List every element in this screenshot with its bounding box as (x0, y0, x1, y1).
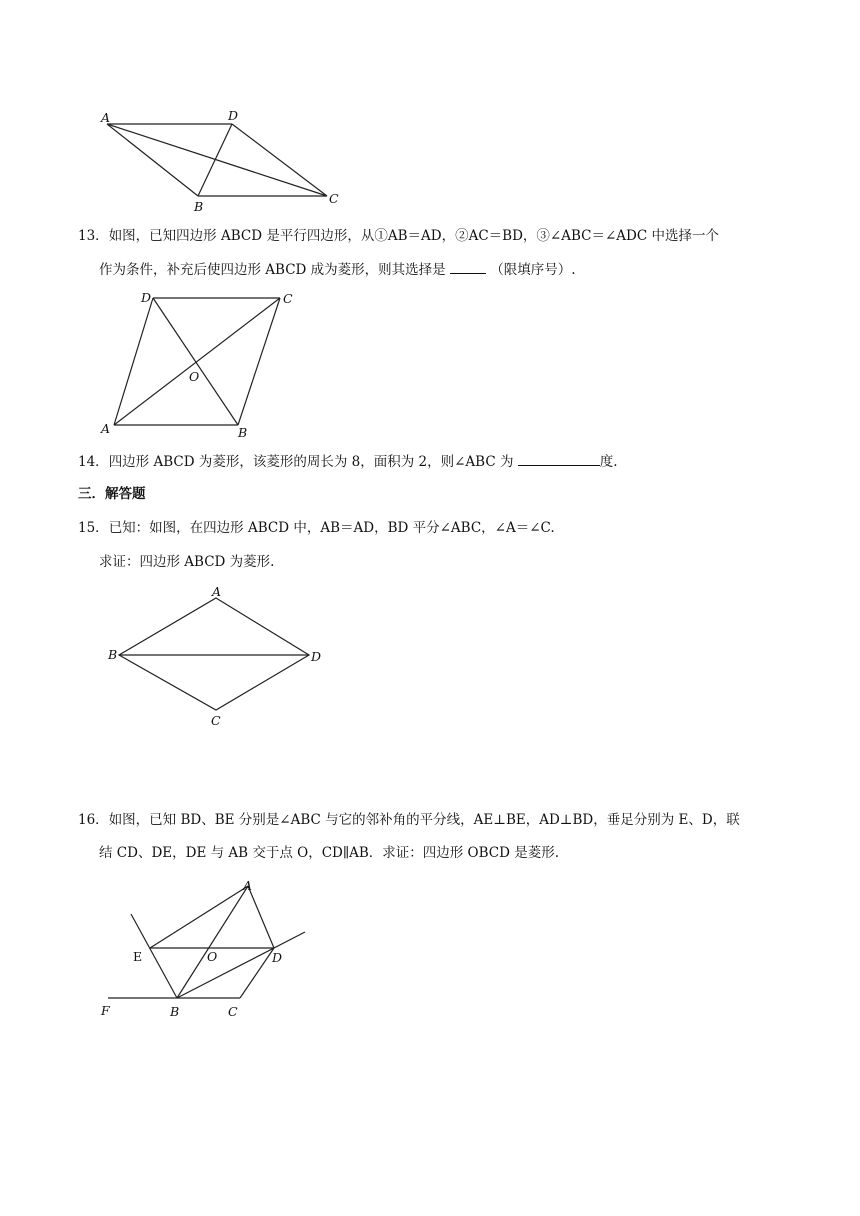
label-f: F (101, 1003, 110, 1018)
q13-line1 (78, 226, 719, 246)
answer-blank[interactable] (518, 451, 600, 466)
q13-text-2b: （限填序号）. (490, 262, 576, 278)
q16-text-2: 结 CD、DE，DE 与 AB 交于点 O，CD∥AB．求证：四边形 OBCD 是菱形. (99, 845, 560, 861)
figure-q15 (0, 580, 860, 740)
label-e: E (133, 949, 143, 964)
label-a: A (101, 421, 111, 436)
label-c: C (283, 291, 293, 306)
q14-line (78, 451, 618, 472)
section-heading (78, 484, 146, 504)
label-o: O (189, 369, 200, 384)
q13-text-1: 如图，已知四边形 ABCD 是平行四边形，从①AB＝AD，②AC＝BD，③∠ABC＝∠ADC 中选择一个 (108, 228, 719, 244)
label-a: A (101, 110, 111, 125)
q14-text-a: 四边形 ABCD 为菱形，该菱形的周长为 8，面积为 2，则∠ABC 为 (108, 454, 514, 470)
label-d: D (272, 950, 283, 965)
q15-number: 15． (78, 520, 109, 536)
label-b: B (108, 647, 118, 662)
q16-line2 (99, 843, 559, 863)
figure-q13 (0, 280, 860, 440)
q16-text-1: 如图，已知 BD、BE 分别是∠ABC 与它的邻补角的平分线，AE⊥BE，AD⊥BD，垂足分别为 E、D，联 (108, 812, 740, 828)
q13-line2 (99, 259, 576, 280)
q16-line1 (78, 810, 740, 830)
q15-text-2: 求证：四边形 ABCD 为菱形. (99, 554, 275, 570)
q15-line2 (99, 552, 274, 572)
q15-text-1: 已知：如图，在四边形 ABCD 中，AB＝AD，BD 平分∠ABC，∠A＝∠C. (108, 520, 555, 536)
figure-q16 (0, 870, 860, 1030)
label-d: D (228, 108, 239, 123)
label-b: B (170, 1004, 180, 1019)
label-d: D (311, 649, 322, 664)
section-title: 三．解答题 (78, 486, 146, 502)
q14-number: 14． (78, 454, 109, 470)
label-o: O (207, 949, 218, 964)
answer-blank[interactable] (450, 259, 486, 274)
label-c: C (211, 713, 221, 728)
label-a: A (243, 878, 253, 893)
label-b: B (194, 199, 204, 214)
q15-line1 (78, 518, 555, 538)
q13-number: 13． (78, 228, 109, 244)
label-b: B (238, 425, 248, 440)
label-c: C (329, 191, 339, 206)
label-a: A (212, 584, 222, 599)
q16-number: 16． (78, 812, 109, 828)
label-d: D (141, 290, 152, 305)
label-c: C (228, 1004, 238, 1019)
q13-text-2a: 作为条件，补充后使四边形 ABCD 成为菱形，则其选择是 (99, 262, 446, 278)
figure-q12 (0, 0, 860, 220)
q14-text-b: 度. (599, 454, 618, 470)
